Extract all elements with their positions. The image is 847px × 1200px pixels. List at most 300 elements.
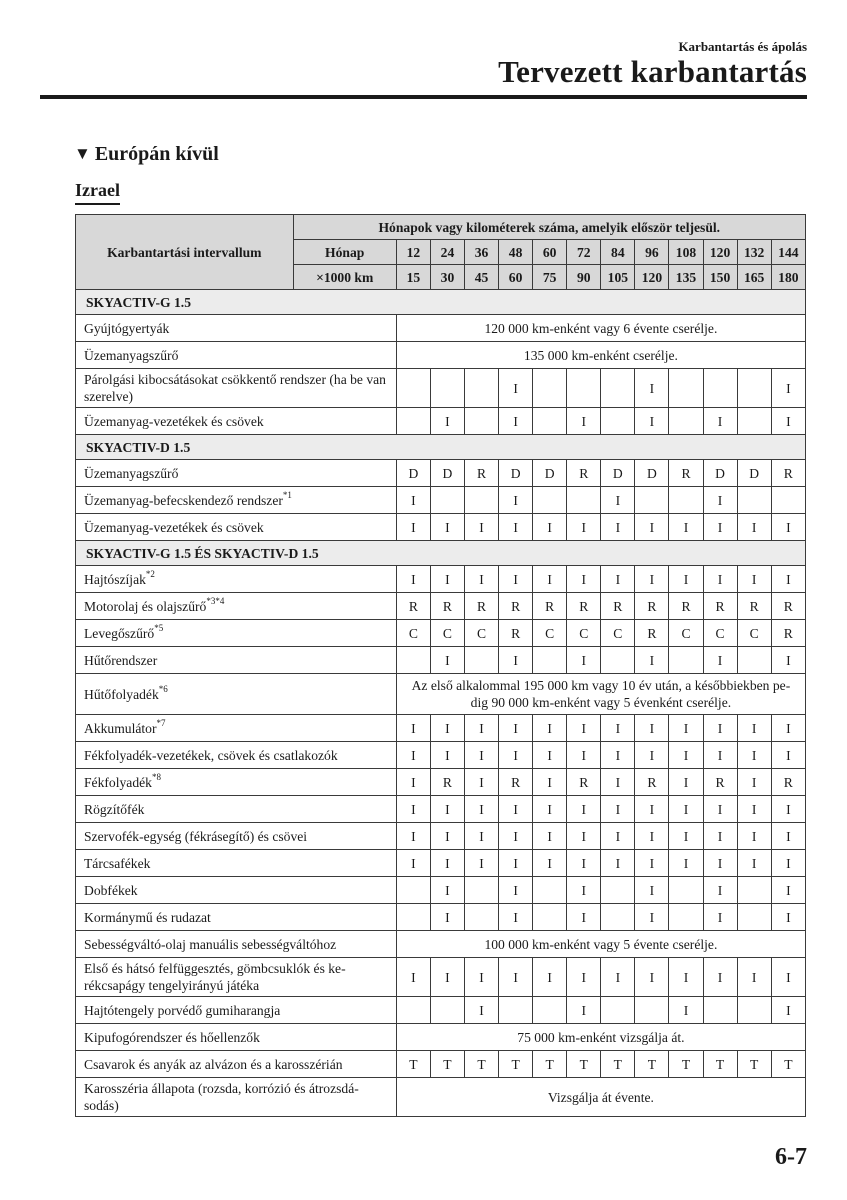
item-name-cell [76,823,397,850]
schedule-cell: I [396,566,430,593]
schedule-cell [533,369,567,408]
item-name-cell [76,566,397,593]
schedule-cell: I [703,514,737,541]
table-row [76,674,806,715]
schedule-cell: I [533,850,567,877]
schedule-cell: I [771,647,805,674]
schedule-cell: I [601,796,635,823]
month-value: 60 [533,240,567,265]
schedule-cell: I [499,823,533,850]
schedule-cell [669,408,703,435]
schedule-cell: I [567,904,601,931]
schedule-cell: I [430,715,464,742]
schedule-cell: C [533,620,567,647]
schedule-cell: I [430,823,464,850]
schedule-cell: I [669,997,703,1024]
schedule-cell: I [669,715,703,742]
schedule-cell: I [737,742,771,769]
item-name-cell [76,997,397,1024]
schedule-cell [499,997,533,1024]
item-name-cell [76,796,397,823]
schedule-cell: I [601,487,635,514]
month-value: 24 [430,240,464,265]
schedule-cell [601,369,635,408]
schedule-cell: R [430,769,464,796]
schedule-cell: T [430,1051,464,1078]
schedule-cell [703,997,737,1024]
schedule-cell: D [396,460,430,487]
table-row [76,931,806,958]
schedule-cell [430,369,464,408]
item-name: Üzemanyag-vezetékek és csövek [84,519,264,535]
footnote-ref: *8 [151,771,161,782]
schedule-cell: R [771,460,805,487]
schedule-cell: R [499,593,533,620]
schedule-cell [737,647,771,674]
km-label: ×1000 km [293,265,396,290]
schedule-cell: I [635,715,669,742]
schedule-cell [601,877,635,904]
schedule-cell: I [567,647,601,674]
section-heading [74,143,219,166]
km-value: 105 [601,265,635,290]
schedule-cell: R [499,769,533,796]
schedule-cell: I [567,566,601,593]
schedule-cell: I [635,742,669,769]
page-number: 6-7 [775,1144,807,1170]
schedule-cell: C [669,620,703,647]
km-value: 120 [635,265,669,290]
schedule-cell: I [703,408,737,435]
schedule-cell: I [567,715,601,742]
schedule-cell: I [464,769,498,796]
item-name-cell [76,620,397,647]
item-name: Párolgási kibocsátásokat csökkentő rendszer (ha be van szerelve) [84,372,386,404]
item-name: Hűtőrendszer [84,652,158,668]
schedule-cell [669,904,703,931]
interval-instruction: 135 000 km-enként cserélje. [396,342,805,369]
schedule-cell: T [601,1051,635,1078]
schedule-cell: I [703,823,737,850]
schedule-cell: I [430,877,464,904]
schedule-cell: I [464,514,498,541]
schedule-cell: D [635,460,669,487]
schedule-cell: R [430,593,464,620]
schedule-cell: I [771,408,805,435]
footnote-ref: *7 [156,717,166,728]
schedule-cell [669,877,703,904]
item-name: Csavarok és anyák az alvázon és a karosszérián [84,1056,343,1072]
footnote-ref: *3*4 [206,595,225,606]
schedule-cell: I [601,742,635,769]
item-name: Hajtótengely porvédő gumiharangja [84,1002,281,1018]
interval-instruction: 120 000 km-enként vagy 6 évente cserélje. [396,315,805,342]
schedule-cell: R [635,620,669,647]
schedule-cell: I [567,958,601,997]
schedule-cell [464,408,498,435]
item-name: Dobfékek [84,882,138,898]
schedule-cell [567,369,601,408]
schedule-cell: I [703,715,737,742]
schedule-cell [396,647,430,674]
schedule-cell [737,997,771,1024]
schedule-cell: I [396,487,430,514]
schedule-cell: I [771,823,805,850]
footnote-ref: *1 [282,489,292,500]
schedule-cell [601,647,635,674]
schedule-cell: T [396,1051,430,1078]
month-value: 96 [635,240,669,265]
schedule-cell: I [601,715,635,742]
schedule-cell [396,997,430,1024]
footnote-ref: *6 [158,683,168,694]
item-name-cell [76,369,397,408]
schedule-cell: I [396,514,430,541]
schedule-cell [737,904,771,931]
schedule-cell: I [430,850,464,877]
schedule-cell: I [396,958,430,997]
schedule-cell: I [567,742,601,769]
schedule-cell: I [430,566,464,593]
schedule-cell [703,369,737,408]
schedule-cell: I [567,408,601,435]
table-row [76,997,806,1024]
schedule-cell [464,369,498,408]
item-name: Üzemanyag-befecskendező rendszer [84,492,283,508]
km-value: 90 [567,265,601,290]
schedule-cell: T [669,1051,703,1078]
item-name-cell [76,315,397,342]
item-name: Levegőszűrő [84,625,155,641]
schedule-cell: I [567,514,601,541]
table-row [76,460,806,487]
schedule-cell: I [601,850,635,877]
table-row [76,514,806,541]
interval-instruction: Az első alkalommal 195 000 km vagy 10 év után, a későbbiekben pe- dig 90 000 km-enként vagy 5 évenként cserélje. [396,674,805,715]
schedule-cell: C [703,620,737,647]
schedule-cell [669,487,703,514]
schedule-cell: D [499,460,533,487]
schedule-cell: I [601,514,635,541]
schedule-cell: I [430,796,464,823]
schedule-cell: R [737,593,771,620]
schedule-cell: I [533,514,567,541]
schedule-cell: R [499,620,533,647]
schedule-cell: I [464,850,498,877]
schedule-cell: I [430,958,464,997]
schedule-cell: T [737,1051,771,1078]
schedule-cell: I [635,823,669,850]
schedule-cell: I [737,850,771,877]
schedule-cell [396,408,430,435]
section-title: Európán kívül [94,143,219,165]
schedule-cell: I [703,850,737,877]
km-value: 30 [430,265,464,290]
table-row [76,315,806,342]
footnote-ref: *2 [145,568,155,579]
item-name: Üzemanyagszűrő [84,465,179,481]
schedule-cell [533,877,567,904]
schedule-cell: I [635,958,669,997]
table-row [76,742,806,769]
group-title: SKYACTIV-G 1.5 ÉS SKYACTIV-D 1.5 [76,541,806,566]
schedule-cell: T [533,1051,567,1078]
group-title: SKYACTIV-G 1.5 [76,290,806,315]
item-name-cell [76,958,397,997]
month-value: 12 [396,240,430,265]
schedule-cell: I [464,997,498,1024]
schedule-cell: I [601,769,635,796]
schedule-cell: I [499,647,533,674]
schedule-cell: I [430,904,464,931]
interval-instruction: 100 000 km-enként vagy 5 évente cserélje. [396,931,805,958]
schedule-cell [737,877,771,904]
schedule-cell: I [703,647,737,674]
schedule-cell: I [499,796,533,823]
item-name-cell [76,647,397,674]
schedule-cell: I [669,566,703,593]
schedule-cell [396,369,430,408]
table-row [76,850,806,877]
chapter-title: Karbantartás és ápolás [678,39,807,54]
schedule-cell: I [771,514,805,541]
interval-instruction: Vizsgálja át évente. [396,1078,805,1117]
item-name-cell [76,904,397,931]
page-title: Tervezett karbantartás [498,54,807,89]
schedule-cell: I [703,958,737,997]
schedule-cell: T [464,1051,498,1078]
item-name: Kipufogórendszer és hőellenzők [84,1029,260,1045]
table-row [76,1078,806,1117]
item-name: Első és hátsó felfüggesztés, gömbcsuklók és ke- rékcsapágy tengelyirányú játéka [84,961,346,993]
schedule-cell [533,408,567,435]
schedule-cell: R [567,769,601,796]
month-label: Hónap [293,240,396,265]
schedule-cell: R [567,460,601,487]
schedule-cell: I [499,850,533,877]
schedule-cell: R [771,620,805,647]
schedule-cell: I [669,742,703,769]
schedule-cell: I [669,769,703,796]
schedule-cell [464,647,498,674]
schedule-cell: R [771,593,805,620]
schedule-cell: I [499,408,533,435]
interval-instruction: 75 000 km-enként vizsgálja át. [396,1024,805,1051]
schedule-cell: I [703,487,737,514]
schedule-cell: R [601,593,635,620]
schedule-cell: I [430,647,464,674]
item-name-cell [76,850,397,877]
item-name: Tárcsafékek [84,855,151,871]
schedule-cell: I [464,715,498,742]
schedule-cell: I [396,742,430,769]
schedule-cell: R [771,769,805,796]
triangle-down-icon: ▼ [74,144,91,163]
schedule-cell: I [430,408,464,435]
schedule-cell: I [533,958,567,997]
month-value: 120 [703,240,737,265]
item-name: Karosszéria állapota (rozsda, korrózió és átrozsdá- sodás) [84,1081,359,1113]
schedule-cell [464,877,498,904]
footnote-ref: *5 [154,622,164,633]
schedule-cell: I [499,904,533,931]
schedule-cell: I [771,796,805,823]
schedule-cell: R [669,460,703,487]
schedule-cell: D [430,460,464,487]
schedule-cell: I [635,369,669,408]
table-row [76,796,806,823]
schedule-cell: I [703,742,737,769]
schedule-cell: I [771,715,805,742]
schedule-cell: I [635,408,669,435]
table-row [76,620,806,647]
group-title: SKYACTIV-D 1.5 [76,435,806,460]
item-name-cell [76,1024,397,1051]
schedule-cell: R [635,769,669,796]
schedule-cell: C [396,620,430,647]
item-name: Hűtőfolyadék [84,686,159,702]
schedule-cell: I [635,877,669,904]
schedule-cell: I [635,796,669,823]
schedule-cell [464,904,498,931]
schedule-cell [737,487,771,514]
table-row [76,342,806,369]
schedule-cell: I [567,850,601,877]
schedule-cell: I [703,904,737,931]
schedule-cell: R [464,460,498,487]
schedule-cell: I [669,796,703,823]
item-name-cell [76,877,397,904]
span-header: Hónapok vagy kilométerek száma, amelyik először teljesül. [293,215,805,240]
month-value: 132 [737,240,771,265]
schedule-cell: I [533,769,567,796]
schedule-cell: I [533,823,567,850]
schedule-cell: R [464,593,498,620]
schedule-cell [669,369,703,408]
schedule-cell: I [601,566,635,593]
schedule-cell: I [737,796,771,823]
schedule-cell: I [533,715,567,742]
table-row [76,408,806,435]
item-name: Gyújtógyertyák [84,320,170,336]
schedule-cell: I [737,823,771,850]
schedule-cell: I [771,850,805,877]
schedule-cell [396,877,430,904]
schedule-cell: I [499,715,533,742]
schedule-cell: R [396,593,430,620]
schedule-cell: I [669,514,703,541]
schedule-cell: I [737,566,771,593]
month-value: 108 [669,240,703,265]
schedule-cell [771,487,805,514]
schedule-cell: C [601,620,635,647]
km-value: 135 [669,265,703,290]
schedule-cell: I [499,487,533,514]
item-name: Sebességváltó-olaj manuális sebességváltóhoz [84,936,337,952]
table-row [76,1051,806,1078]
schedule-cell: I [737,514,771,541]
month-value: 84 [601,240,635,265]
schedule-cell: I [533,796,567,823]
schedule-cell: T [703,1051,737,1078]
schedule-cell: I [464,566,498,593]
schedule-cell: I [499,877,533,904]
item-name-cell [76,342,397,369]
item-name-cell [76,931,397,958]
table-row [76,369,806,408]
schedule-cell [533,647,567,674]
table-row [76,715,806,742]
schedule-cell [737,408,771,435]
schedule-cell: I [601,823,635,850]
item-name: Szervofék-egység (fékrásegítő) és csövei [84,828,308,844]
schedule-cell: T [771,1051,805,1078]
schedule-cell: I [396,823,430,850]
schedule-cell: I [635,514,669,541]
schedule-cell [396,904,430,931]
schedule-cell [601,904,635,931]
item-name-cell [76,593,397,620]
table-row [76,487,806,514]
km-value: 45 [464,265,498,290]
schedule-cell: R [669,593,703,620]
km-value: 75 [533,265,567,290]
item-name: Fékfolyadék [84,774,152,790]
schedule-cell: I [703,566,737,593]
item-name-cell [76,715,397,742]
schedule-cell: I [499,742,533,769]
schedule-cell [601,408,635,435]
schedule-cell: I [737,769,771,796]
table-row [76,769,806,796]
km-value: 150 [703,265,737,290]
schedule-cell [533,487,567,514]
schedule-cell [464,487,498,514]
schedule-cell [635,997,669,1024]
schedule-cell: I [703,877,737,904]
table-row [76,823,806,850]
schedule-cell: I [771,958,805,997]
table-row [76,566,806,593]
schedule-cell: I [635,850,669,877]
month-value: 48 [499,240,533,265]
item-name-cell [76,1078,397,1117]
schedule-cell: I [635,566,669,593]
schedule-cell: D [737,460,771,487]
schedule-cell: R [635,593,669,620]
maintenance-schedule-table [75,214,806,1117]
item-name-cell [76,742,397,769]
table-row [76,877,806,904]
schedule-cell: I [464,742,498,769]
item-name: Motorolaj és olajszűrő [84,598,207,614]
item-name: Fékfolyadék-vezetékek, csövek és csatlakozók [84,747,338,763]
schedule-cell: I [499,566,533,593]
schedule-cell: I [635,904,669,931]
schedule-cell: I [567,997,601,1024]
schedule-cell [601,997,635,1024]
schedule-cell: R [703,593,737,620]
item-name: Kormánymű és rudazat [84,909,211,925]
schedule-cell: C [567,620,601,647]
item-name-cell [76,460,397,487]
schedule-cell: D [703,460,737,487]
month-value: 144 [771,240,805,265]
schedule-cell: I [669,958,703,997]
interval-header: Karbantartási intervallum [76,215,294,290]
km-value: 60 [499,265,533,290]
schedule-cell: I [396,850,430,877]
